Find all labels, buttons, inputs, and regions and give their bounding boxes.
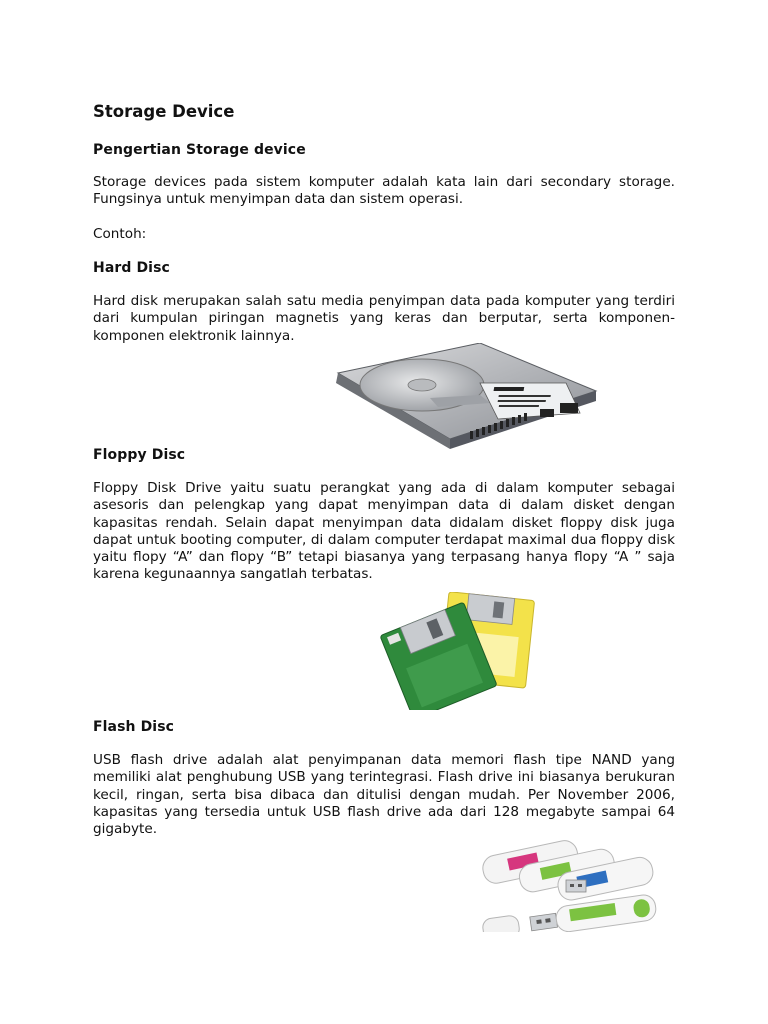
flash-disc-paragraph: USB flash drive adalah alat penyimpanan data memori flash tipe NAND yang memiliki alat penghubung USB yang terintegrasi. Flash drive ini biasanya berukuran kecil, ringan, serta bisa dibaca dan ditulisi dengan mudah. Per November 2006, kapasitas yang tersedia untuk USB flash drive ada dari 128 megabyte sampai 64 gigabyte. [93, 752, 675, 838]
page-title: Storage Device [93, 102, 235, 121]
example-label: Contoh: [93, 226, 147, 242]
hard-disc-heading: Hard Disc [93, 260, 170, 276]
floppy-disc-paragraph: Floppy Disk Drive yaitu suatu perangkat yang ada di dalam komputer sebagai asesoris dan pelengkap yang dapat menyimpan data di dalam disket dengan kapasitas rendah. Selain dapat menyimpan data didalam disket floppy disk juga dapat untuk booting computer, di dalam computer terdapat maximal dua floppy disk yaitu flopy “A” dan flopy “B” tetapi biasanya yang terpasang hanya flopy “A ” saja karena kegunaannya sangatlah terbatas. [93, 480, 675, 583]
hard-disk-image [330, 343, 598, 455]
intro-paragraph: Storage devices pada sistem komputer adalah kata lain dari secondary storage. Fungsinya untuk menyimpan data dan sistem operasi. [93, 174, 675, 208]
usb-flash-drive-image [474, 826, 664, 932]
section-heading: Pengertian Storage device [93, 142, 306, 158]
floppy-disk-image [378, 592, 536, 710]
flash-disc-heading: Flash Disc [93, 719, 175, 735]
hard-disc-paragraph: Hard disk merupakan salah satu media penyimpan data pada komputer yang terdiri dari kumpulan piringan magnetis yang keras dan berputar, serta komponen-komponen elektronik lainnya. [93, 293, 675, 344]
floppy-disc-heading: Floppy Disc [93, 447, 186, 463]
